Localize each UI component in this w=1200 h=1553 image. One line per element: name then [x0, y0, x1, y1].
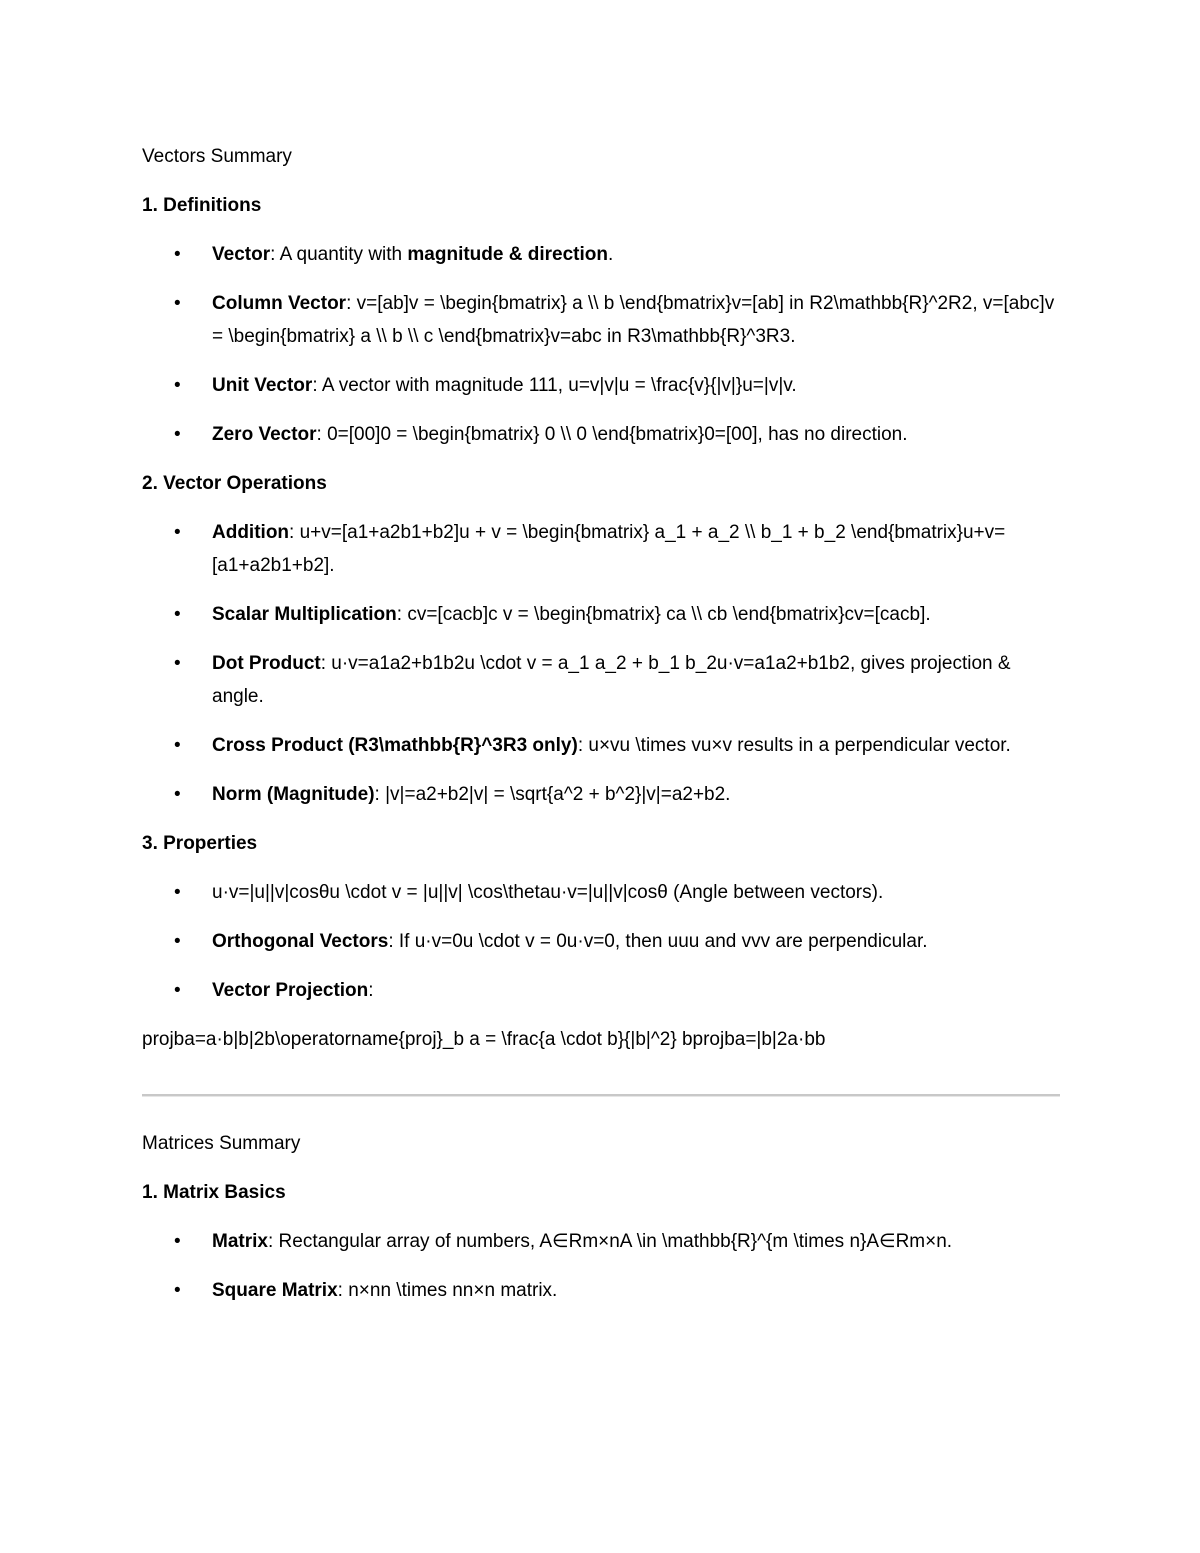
term: Dot Product	[212, 653, 321, 674]
term: Scalar Multiplication	[212, 604, 397, 625]
properties-heading: 3. Properties	[142, 833, 258, 854]
properties-list	[142, 876, 1060, 1007]
list-item: • Cross Product (R3\mathbb{R}^3R3 only): u×vu \times vu×v results in a perpendicular vector.	[142, 729, 1060, 762]
list-item: • Zero Vector: 0=[00]0 = \begin{bmatrix} 0 \\ 0 \end{bmatrix}0=[00], has no direction.	[142, 418, 1060, 451]
horizontal-divider	[142, 1094, 1060, 1097]
vectors-title: Vectors Summary	[142, 146, 292, 167]
term: Vector Projection	[212, 980, 369, 1001]
projection-formula: proj⁡ba=a·b|b|2b\operatorname{proj}_b a = \frac{a \cdot b}{|b|^2} bprojba=|b|2a·bb	[142, 1029, 826, 1050]
list-item: • Column Vector: v=[ab]v = \begin{bmatrix} a \\ b \end{bmatrix}v=[ab] in R2\mathbb{R}^2R2, v=[abc]v = \begin{bmatrix} a \\ b \\ c \end{bmatrix}v=abc in R3\mathbb{R}^3R3.	[142, 287, 1060, 353]
document-page	[142, 140, 1060, 1323]
list-item: • Addition: u+v=[a1+a2b1+b2]u + v = \begin{bmatrix} a_1 + a_2 \\ b_1 + b_2 \end{bmatrix}u+v=[a1+a2b1+b2].	[142, 516, 1060, 582]
term: Square Matrix	[212, 1280, 338, 1301]
list-item: • Vector: A quantity with magnitude & direction.	[142, 238, 1060, 271]
matrix-basics-list	[142, 1225, 1060, 1307]
list-item: • Dot Product: u·v=a1a2+b1b2u \cdot v = a_1 a_2 + b_1 b_2u·v=a1a2+b1b2, gives projection & angle.	[142, 647, 1060, 713]
definitions-heading: 1. Definitions	[142, 195, 262, 216]
term: Orthogonal Vectors	[212, 931, 389, 952]
definitions-list	[142, 238, 1060, 451]
list-item: • Square Matrix: n×nn \times nn×n matrix.	[142, 1274, 1060, 1307]
term: Vector	[212, 244, 271, 265]
operations-list	[142, 516, 1060, 811]
list-item: • Vector Projection:	[142, 974, 1060, 1007]
term: Matrix	[212, 1231, 268, 1252]
term: Addition	[212, 522, 290, 543]
list-item: • Unit Vector: A vector with magnitude 111, u=v|v|u = \frac{v}{|v|}u=|v|v.	[142, 369, 1060, 402]
term: Norm (Magnitude)	[212, 784, 375, 805]
list-item: • Orthogonal Vectors: If u·v=0u \cdot v = 0u·v=0, then uuu and vvv are perpendicular.	[142, 925, 1060, 958]
operations-heading: 2. Vector Operations	[142, 473, 327, 494]
term: Cross Product (R3\mathbb{R}^3R3 only)	[212, 735, 578, 756]
term: Column Vector	[212, 293, 347, 314]
list-item: • Norm (Magnitude): |v|=a2+b2|v| = \sqrt{a^2 + b^2}|v|=a2+b2.	[142, 778, 1060, 811]
term: Zero Vector	[212, 424, 317, 445]
term: Unit Vector	[212, 375, 313, 396]
list-item: • u·v=|u||v|cos⁡θu \cdot v = |u||v| \cos\thetau·v=|u||v|cosθ (Angle between vectors).	[142, 876, 1060, 909]
matrices-title: Matrices Summary	[142, 1133, 301, 1154]
list-item: • Scalar Multiplication: cv=[cacb]c v = \begin{bmatrix} ca \\ cb \end{bmatrix}cv=[cacb].	[142, 598, 1060, 631]
matrix-basics-heading: 1. Matrix Basics	[142, 1182, 286, 1203]
list-item: • Matrix: Rectangular array of numbers, A∈Rm×nA \in \mathbb{R}^{m \times n}A∈Rm×n.	[142, 1225, 1060, 1258]
